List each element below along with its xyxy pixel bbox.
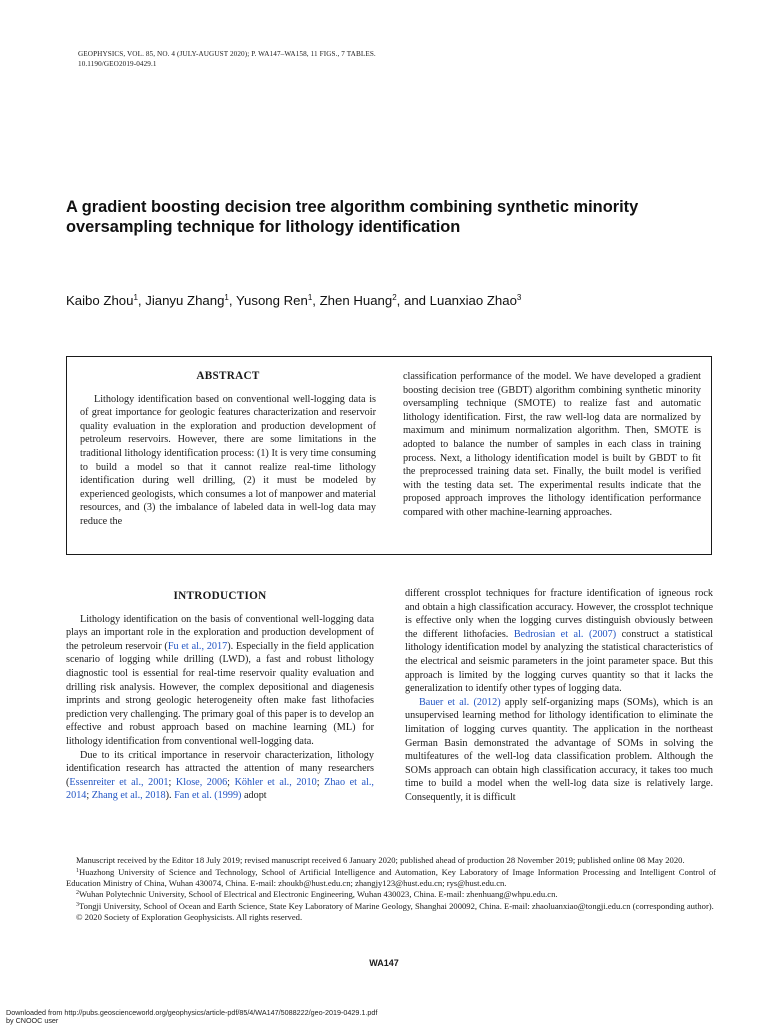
email-addresses[interactable]: zhoukb@hust.edu.cn; zhangjy123@hust.edu.cn; rys@hust.edu.cn. bbox=[278, 877, 507, 888]
affiliation-marker: 1 bbox=[133, 293, 138, 302]
copyright-notice: © 2020 Society of Exploration Geophysicists. All rights reserved. bbox=[76, 911, 303, 922]
author-list bbox=[66, 290, 716, 309]
affiliation-2 bbox=[66, 888, 716, 900]
download-user: by CNOOC user bbox=[6, 1016, 59, 1025]
paragraph-text: ). bbox=[165, 790, 175, 802]
citation-separator: ; bbox=[86, 790, 92, 802]
paragraph-text: adopt bbox=[241, 790, 267, 802]
paragraph-text: different crossplot techniques for fracture identification of igneous rock and obtain a high classification accuracy. However, the crossplot technique is effective only when the logging curves distinguish obviously between the different lithofacies. bbox=[405, 588, 713, 640]
author-separator: , bbox=[312, 293, 320, 308]
paragraph-text: Lithology identification on the basis of conventional well-logging data plays an important role in the exploration and production development of the petroleum reservoir ( bbox=[66, 613, 374, 652]
affiliation-3 bbox=[66, 900, 716, 912]
abstract-text-right: classification performance of the model. We have developed a gradient boosting decision tree (GBDT) algorithm combining synthetic minority oversampling technique (SMOTE) to realize fast and automatic lithology identification. First, the raw well-log data are normalized by maximum and minimum normalization algorithm. Then, SMOTE is adopted to balance the number of samples in each class in training process. Next, a lithology identification model is built by GBDT to fit the preprocessed training data set. Finally, the built model is verified with the testing data set. The experimental results indicate that the proposed approach improves the lithology identification performance compared with other machine-learning approaches. bbox=[403, 371, 701, 518]
abstract-left-column bbox=[80, 370, 376, 529]
affiliation-text: Wuhan Polytechnic University, School of Electrical and Electronic Engineering, Wuhan 430023, China. E-mail: bbox=[79, 889, 467, 900]
citation-separator: ; bbox=[168, 776, 176, 788]
paragraph-text: Due to its critical importance in reservoir characterization, lithology identification research has attracted the attention of many researchers ( bbox=[66, 749, 374, 788]
citation-link[interactable]: Fan et al. (1999) bbox=[174, 790, 242, 802]
citation-link[interactable]: Köhler et al., 2010 bbox=[234, 776, 317, 788]
download-notice: Downloaded from http://pubs.geoscienceworld.org/geophysics/article-pdf/85/4/WA147/5088222/geo-2019-0429.1.pdf bbox=[6, 1008, 378, 1017]
abstract-heading: ABSTRACT bbox=[196, 370, 260, 382]
abstract-right-column bbox=[403, 370, 701, 520]
affiliation-marker: 1 bbox=[224, 293, 229, 302]
citation-separator: ; bbox=[316, 776, 325, 788]
intro-paragraph-1 bbox=[66, 613, 374, 749]
author-name: Jianyu Zhang bbox=[145, 293, 225, 308]
affiliation-marker: 2 bbox=[392, 293, 397, 302]
page-number: WA147 bbox=[369, 958, 399, 968]
author-separator: , bbox=[137, 293, 146, 308]
affiliation-1 bbox=[66, 866, 716, 889]
citation-link[interactable]: Bedrosian et al. (2007) bbox=[513, 628, 617, 640]
citation-link[interactable]: Zhang et al., 2018 bbox=[91, 790, 166, 802]
author-separator: , bbox=[228, 293, 236, 308]
citation-link[interactable]: Bauer et al. (2012) bbox=[419, 696, 501, 708]
author-name: Yusong Ren bbox=[235, 293, 308, 308]
affiliation-number: 1 bbox=[76, 867, 79, 874]
intro-paragraph-4 bbox=[405, 696, 713, 805]
intro-paragraph-2 bbox=[66, 749, 374, 803]
email-address[interactable]: zhenhuang@whpu.edu.cn. bbox=[466, 889, 558, 900]
left-body-column bbox=[66, 590, 374, 803]
citation-link[interactable]: Zhao et al., 2014 bbox=[66, 776, 374, 802]
manuscript-received-note: Manuscript received by the Editor 18 July 2019; revised manuscript received 6 January 2020; published ahead of production 28 November 2019; published online 08 May 2020. bbox=[76, 855, 685, 865]
citation-link[interactable]: Essenreiter et al., 2001 bbox=[69, 776, 169, 788]
affiliation-text: Huazhong University of Science and Technology, School of Artificial Intelligence and Automation, Key Laboratory of Image Information Processing and Intelligent Control of Education Ministry of China, Wuhan 430074, China. E-mail: bbox=[66, 866, 716, 888]
citation-separator: ; bbox=[227, 776, 235, 788]
doi-line: 10.1190/GEO2019-0429.1 bbox=[78, 60, 157, 68]
citation-link[interactable]: Fu et al., 2017 bbox=[167, 640, 228, 652]
paragraph-text: construct a statistical lithology identification model by analyzing the statistical characteristics of the electrical and seismic parameters in the joint parameter space. But this approach is limited by the logging curves quantity so that it lacks the generalization to identify other types of logging data. bbox=[405, 628, 714, 695]
right-body-column bbox=[405, 587, 713, 805]
paragraph-text: apply self-organizing maps (SOMs), which is an unsupervised learning method for lithology identification to eliminate the limitation of logging curves quantity. The application in the northeast German Basin demonstrated the advantage of SOMs in solving the multifeatures of the well-log data classification problem. Although the SOMs approach can obtain high classification accuracy, it takes too much time to build a model when the well-log data size is relatively large. Consequently, it is difficult bbox=[405, 696, 713, 803]
affiliation-number: 3 bbox=[76, 902, 79, 909]
author-name: Zhen Huang bbox=[319, 293, 393, 308]
paper-title: A gradient boosting decision tree algorithm combining synthetic minority oversampling technique for lithology identification bbox=[66, 198, 639, 236]
affiliation-text: (corresponding author). bbox=[630, 901, 714, 912]
citation-link[interactable]: Klose, 2006 bbox=[175, 776, 228, 788]
intro-paragraph-3 bbox=[405, 587, 713, 696]
footnotes bbox=[66, 855, 716, 923]
affiliation-number: 2 bbox=[76, 890, 79, 897]
author-name: Kaibo Zhou bbox=[66, 293, 134, 308]
affiliation-marker: 3 bbox=[516, 293, 522, 302]
affiliation-marker: 1 bbox=[307, 293, 313, 302]
abstract-text-left: Lithology identification based on conventional well-logging data is of great importance for geologic features characterization and reservoir quality evaluation in the exploration and production development of petroleum reservoirs. However, there are some limitations in the traditional lithology identification process: (1) It is very time consuming to build a model so that it cannot realize real-time lithology identification during well drilling, (2) it must be modeled by experienced geologists, which consumes a lot of manpower and material resources, and (3) the imbalance of labeled data in well-log data may reduce the bbox=[80, 393, 376, 527]
email-address[interactable]: zhaoluanxiao@tongji.edu.cn bbox=[531, 901, 631, 912]
journal-header: GEOPHYSICS, VOL. 85, NO. 4 (JULY-AUGUST 2020); P. WA147–WA158, 11 FIGS., 7 TABLES. bbox=[78, 50, 376, 58]
affiliation-text: Tongji University, School of Ocean and Earth Science, State Key Laboratory of Marine Geology, Shanghai 200092, China. E-mail: bbox=[79, 901, 532, 912]
section-heading-introduction: INTRODUCTION bbox=[173, 590, 267, 602]
author-name: Luanxiao Zhao bbox=[429, 293, 517, 308]
author-separator: , and bbox=[396, 293, 430, 308]
abstract-box bbox=[66, 356, 712, 555]
paragraph-text: ). Especially in the field application scenario of logging while drilling (LWD), a fast and robust lithology diagnostic tool is essential for real-time reservoir quality evaluation and drilling risk analysis. However, the complex depositional and diagenesis imprints and strong geologic heterogeneity often make fast lithofacies prediction very challenging. The primary goal of this paper is to develop an effective and robust approach based on machine learning (ML) for lithology identification from conventional well-logging data. bbox=[66, 640, 374, 747]
